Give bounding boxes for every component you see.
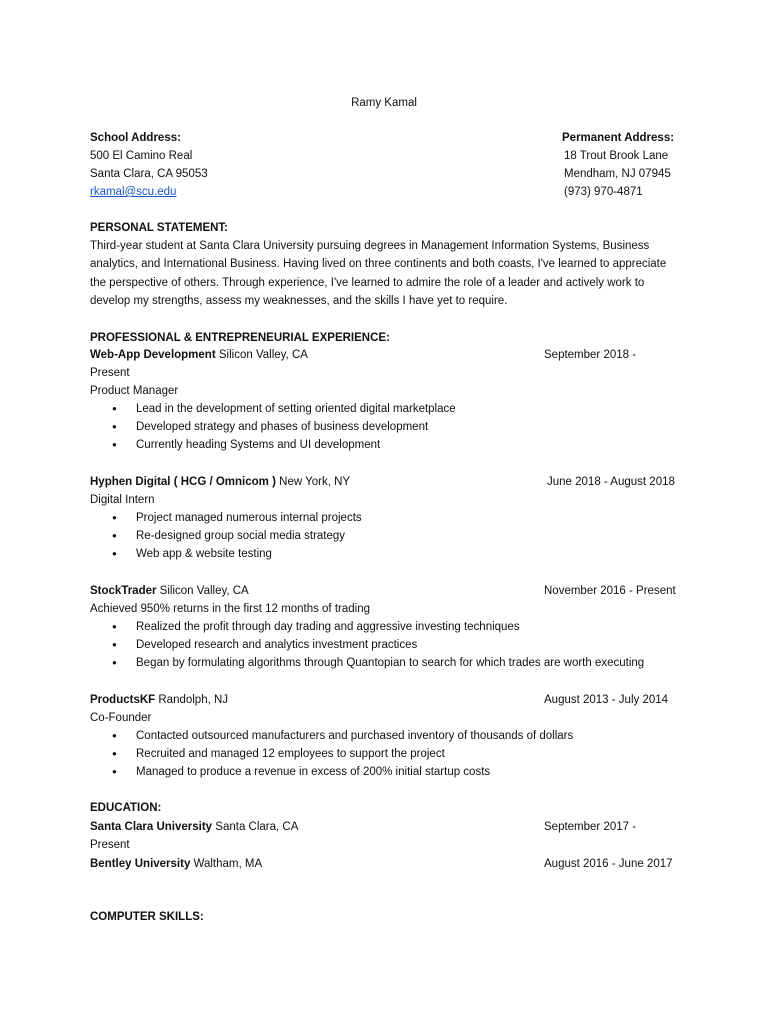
school-address-heading: School Address: (90, 132, 181, 144)
job-dates: November 2016 - Present (544, 585, 676, 597)
phone-number: (973) 970-4871 (564, 186, 643, 198)
job-title-line (90, 584, 249, 598)
school-address-line1: 500 El Camino Real (90, 150, 193, 162)
school-entry (90, 857, 262, 871)
personal-statement-text: Third-year student at Santa Clara University pursuing degrees in Management Information Systems, Business analytics, and International Business. Having lived on three continents and both coasts, I've learned to appreciate the perspective of others. Through experience, I've learned to admire the role of a leader and actively work to develop my strengths, assess my weaknesses, and the skills I have yet to require. (90, 240, 667, 307)
bullet-item: ● Realized the profit through day trading and aggressive investing techniques (90, 618, 644, 636)
job-location: New York, NY (275, 476, 351, 488)
school-dates-continued: Present (90, 839, 130, 851)
job-location: Randolph, NJ (155, 694, 229, 706)
bullet-item: ● Web app & website testing (90, 545, 362, 563)
experience-heading: PROFESSIONAL & ENTREPRENEURIAL EXPERIENCE: (90, 332, 390, 344)
job-company: Hyphen Digital ( HCG / Omnicom ) (90, 476, 276, 488)
school-location: Santa Clara, CA (212, 821, 299, 833)
education-heading: EDUCATION: (90, 802, 162, 814)
bullet-item: ● Developed strategy and phases of business development (90, 418, 456, 436)
school-name: Bentley University (90, 858, 191, 870)
computer-skills-heading: COMPUTER SKILLS: (90, 911, 204, 923)
school-dates: September 2017 - (544, 821, 637, 833)
school-name: Santa Clara University (90, 821, 213, 833)
permanent-address-line1: 18 Trout Brook Lane (564, 150, 669, 162)
bullet-item: ● Managed to produce a revenue in excess of 200% initial startup costs (90, 763, 573, 781)
email-link[interactable]: rkamal@scu.edu (90, 186, 177, 198)
job-bullets (90, 509, 362, 564)
job-bullets (90, 727, 573, 782)
bullet-item: ● Lead in the development of setting oriented digital marketplace (90, 400, 456, 418)
job-role: Co-Founder (90, 712, 152, 724)
school-address-line2: Santa Clara, CA 95053 (90, 168, 208, 180)
bullet-item: ● Recruited and managed 12 employees to support the project (90, 745, 573, 763)
bullet-item: ● Contacted outsourced manufacturers and purchased inventory of thousands of dollars (90, 727, 573, 745)
job-company: Web-App Development (90, 349, 216, 361)
job-dates: September 2018 - (544, 349, 637, 361)
personal-statement-heading: PERSONAL STATEMENT: (90, 222, 229, 234)
job-role: Achieved 950% returns in the first 12 months of trading (90, 603, 370, 615)
job-role: Digital Intern (90, 494, 155, 506)
bullet-item: ● Currently heading Systems and UI development (90, 436, 456, 454)
bullet-item: ● Re-designed group social media strategy (90, 527, 362, 545)
permanent-address-heading: Permanent Address: (562, 132, 675, 144)
job-role: Product Manager (90, 385, 179, 397)
job-title-line (90, 348, 308, 362)
job-bullets (90, 618, 644, 673)
job-company: ProductsKF (90, 694, 156, 706)
bullet-item: ● Developed research and analytics investment practices (90, 636, 644, 654)
school-location: Waltham, MA (190, 858, 263, 870)
school-entry (90, 820, 298, 834)
job-dates: August 2013 - July 2014 (544, 694, 669, 706)
job-location: Silicon Valley, CA (156, 585, 249, 597)
resume-name: Ramy Kamal (351, 97, 417, 109)
job-bullets (90, 400, 456, 455)
school-dates: August 2016 - June 2017 (544, 858, 673, 870)
job-location: Silicon Valley, CA (215, 349, 308, 361)
bullet-item: ● Began by formulating algorithms through Quantopian to search for which trades are worth executing (90, 654, 644, 672)
job-title-line (90, 475, 350, 489)
bullet-item: ● Project managed numerous internal projects (90, 509, 362, 527)
job-title-line (90, 693, 228, 707)
job-company: StockTrader (90, 585, 157, 597)
permanent-address-line2: Mendham, NJ 07945 (564, 168, 671, 180)
job-dates-continued: Present (90, 367, 130, 379)
job-dates: June 2018 - August 2018 (547, 476, 675, 488)
